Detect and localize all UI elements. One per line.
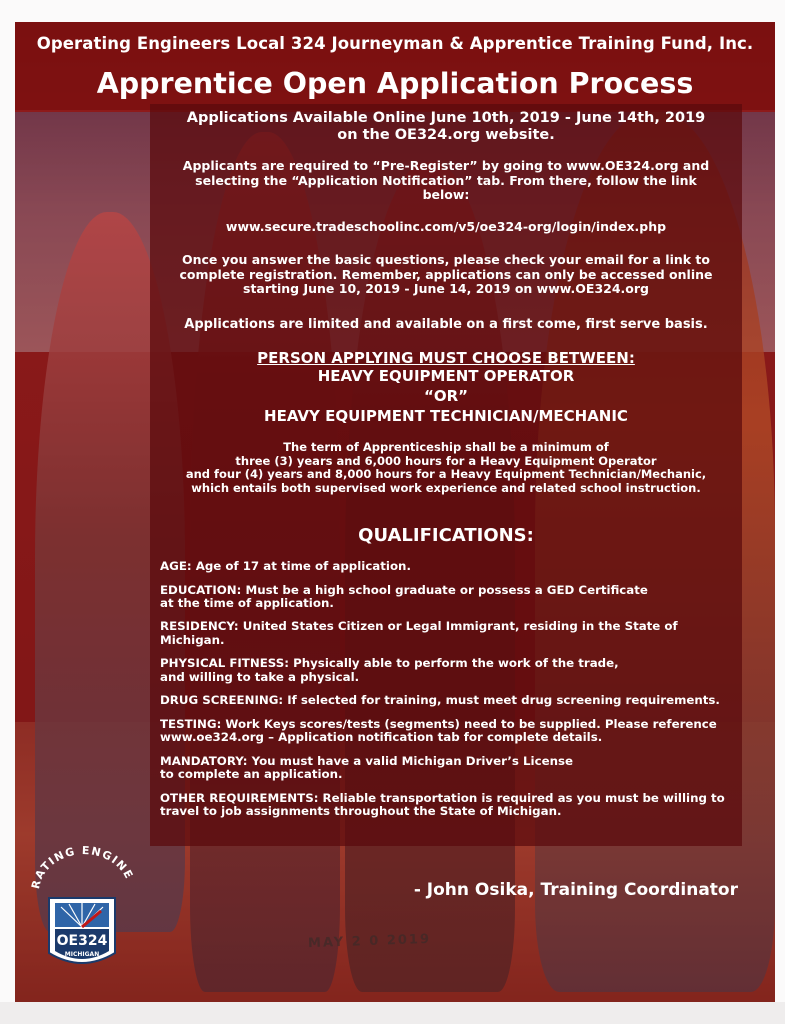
logo-number: OE324	[56, 933, 108, 949]
term-line: The term of Apprenticeship shall be a minimum of	[283, 440, 609, 454]
term-line: and four (4) years and 8,000 hours for a Heavy Equipment Technician/Mechanic,	[185, 467, 707, 481]
answer-line: complete registration. Remember, applications can only be accessed online	[179, 266, 713, 282]
answer-instructions	[150, 253, 742, 297]
preregister-line: selecting the “Application Notification” tab. From there, follow the link	[195, 172, 697, 188]
preregister-line: below:	[422, 187, 470, 202]
preregister-text	[150, 159, 742, 203]
availability-line: Applications Available Online June 10th, 2019 - June 14th, 2019	[186, 110, 706, 126]
signature: - John Osika, Training Coordinator	[413, 880, 738, 900]
term-line: which entails both supervised work experience and related school instruction.	[191, 480, 701, 495]
qualification-testing: TESTING: Work Keys scores/tests (segments) need to be supplied. Please reference www.oe324.org – Application notification tab for complete details.	[160, 716, 717, 745]
qualifications-list	[160, 560, 740, 829]
logo-state: MICHIGAN	[64, 951, 100, 958]
choose-heading: PERSON APPLYING MUST CHOOSE BETWEEN:	[257, 349, 635, 367]
qualification-education: EDUCATION: Must be a high school graduate or possess a GED Certificate at the time of application.	[160, 582, 648, 610]
availability-text	[150, 110, 742, 144]
apprenticeship-term	[150, 441, 742, 495]
qualifications-heading: QUALIFICATIONS:	[358, 525, 534, 546]
limited-notice: Applications are limited and available on a first come, first serve basis.	[184, 317, 708, 332]
oe324-logo-graphic	[27, 843, 137, 983]
option-technician: HEAVY EQUIPMENT TECHNICIAN/MECHANIC	[264, 407, 628, 425]
preregister-line: Applicants are required to “Pre-Register” by going to www.OE324.org and	[182, 158, 710, 173]
qualification-drug-screening: DRUG SCREENING: If selected for training, must meet drug screening requirements.	[160, 693, 720, 708]
qualification-physical-fitness: PHYSICAL FITNESS: Physically able to perform the work of the trade, and willing to take a physical.	[160, 656, 619, 684]
application-url: www.secure.tradeschoolinc.com/v5/oe324-org/login/index.php	[225, 219, 667, 234]
option-operator: HEAVY EQUIPMENT OPERATOR	[317, 367, 575, 385]
answer-line: Once you answer the basic questions, please check your email for a link to	[181, 252, 710, 267]
received-date-stamp: MAY 2 0 2019	[307, 931, 432, 952]
option-or: “OR”	[423, 387, 469, 405]
logo-arc-text: RATING ENGINE	[28, 844, 136, 891]
availability-line: on the OE324.org website.	[337, 127, 555, 143]
term-line: three (3) years and 6,000 hours for a Heavy Equipment Operator	[235, 453, 657, 468]
org-name: Operating Engineers Local 324 Journeyman & Apprentice Training Fund, Inc.	[36, 34, 754, 53]
qualification-mandatory: MANDATORY: You must have a valid Michigan Driver’s License to complete an application.	[160, 753, 574, 782]
oe324-logo	[27, 843, 137, 983]
page-title: Apprentice Open Application Process	[96, 67, 694, 100]
page-bottom-margin	[0, 1002, 785, 1024]
qualification-age: AGE: Age of 17 at time of application.	[160, 559, 411, 573]
qualification-other: OTHER REQUIREMENTS: Reliable transportation is required as you must be willing to travel to job assignments throughout the State of Michigan.	[160, 790, 725, 818]
qualification-residency: RESIDENCY: United States Citizen or Legal Immigrant, residing in the State of Michigan.	[160, 619, 678, 647]
answer-line: starting June 10, 2019 - June 14, 2019 on www.OE324.org	[243, 281, 649, 296]
